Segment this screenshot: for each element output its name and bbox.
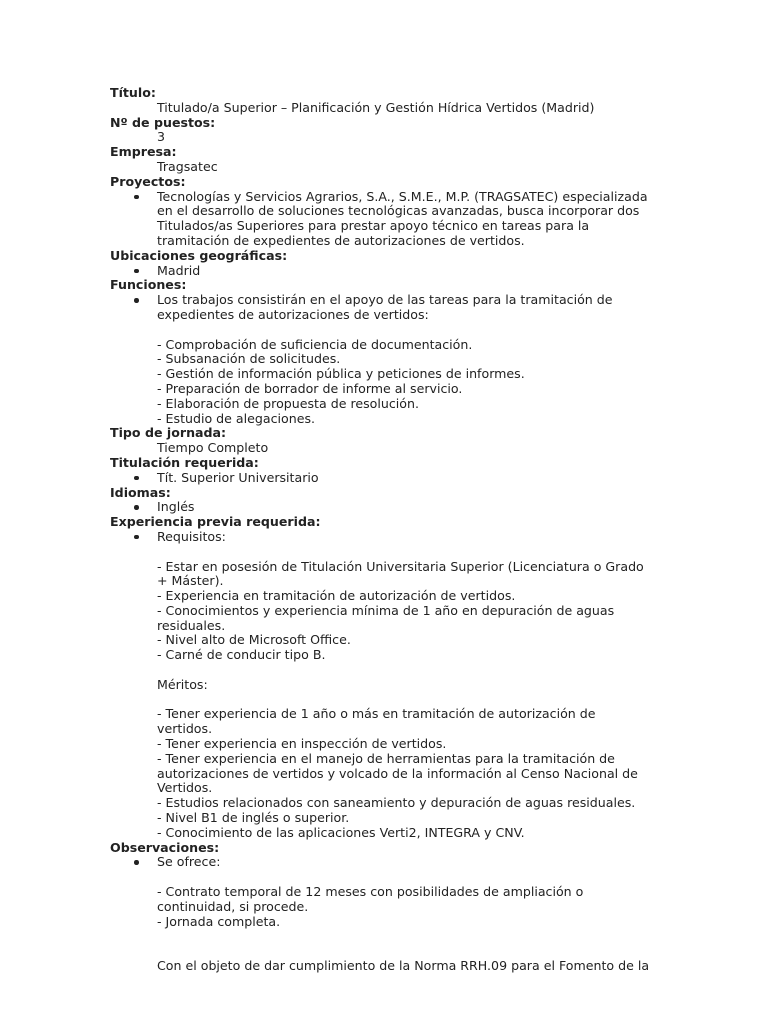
jornada-label: Tipo de jornada: bbox=[110, 425, 227, 441]
titulacion-label: Titulación requerida: bbox=[110, 454, 259, 470]
funciones-task: - Estudio de alegaciones. bbox=[157, 410, 316, 426]
proyectos-label: Proyectos: bbox=[110, 173, 186, 189]
merito-line: - Tener experiencia en el manejo de herramientas para la tramitación de autorizaciones de vertidos y volcado de la información al Censo Nacional de Vertidos. bbox=[157, 750, 638, 796]
titulacion-list bbox=[110, 471, 650, 486]
spacer bbox=[157, 323, 650, 338]
ubicaciones-label: Ubicaciones geográficas: bbox=[110, 247, 288, 263]
requisitos-title: Requisitos: bbox=[157, 528, 226, 544]
merito-line: - Conocimiento de las aplicaciones Verti2, INTEGRA y CNV. bbox=[157, 824, 525, 840]
observaciones-block bbox=[110, 855, 650, 973]
proyectos-item: Tecnologías y Servicios Agrarios, S.A., S.M.E., M.P. (TRAGSATEC) especializada en el desarrollo de soluciones tecnológicas avanzadas, busca incorporar dos Titulados/as Superiores para prestar apoyo técnico en tareas para la tramitación de expedientes de autorizaciones de vertidos. bbox=[157, 190, 650, 249]
experiencia-block bbox=[110, 530, 650, 841]
spacer bbox=[157, 929, 650, 944]
spacer bbox=[157, 693, 650, 708]
idiomas-block bbox=[110, 500, 650, 515]
ubicaciones-item: Madrid bbox=[157, 264, 650, 279]
observaciones-intro: Se ofrece: bbox=[157, 854, 221, 870]
oferta-line: - Jornada completa. bbox=[157, 913, 281, 929]
requisito-line: - Conocimientos y experiencia mínima de 1 año en depuración de aguas residuales. bbox=[157, 602, 615, 633]
idiomas-list bbox=[110, 500, 650, 515]
requisito-line: - Nivel alto de Microsoft Office. bbox=[157, 632, 351, 648]
titulo-label: Título: bbox=[110, 85, 156, 100]
funciones-intro: Los trabajos consistirán en el apoyo de las tareas para la tramitación de expedientes de autorizaciones de vertidos: bbox=[157, 292, 613, 322]
experiencia-list bbox=[110, 530, 650, 841]
job-offer-fields bbox=[110, 86, 650, 974]
meritos-title: Méritos: bbox=[157, 676, 208, 692]
merito-line: - Tener experiencia de 1 año o más en tramitación de autorización de vertidos. bbox=[157, 706, 596, 737]
proyectos-block bbox=[110, 190, 650, 249]
funciones-item bbox=[157, 293, 650, 426]
spacer bbox=[157, 870, 650, 885]
observaciones-list bbox=[110, 855, 650, 973]
requisito-line: - Carné de conducir tipo B. bbox=[157, 647, 326, 663]
puestos-value: 3 bbox=[157, 129, 166, 145]
funciones-list bbox=[110, 293, 650, 426]
proyectos-list bbox=[110, 190, 650, 249]
titulacion-block bbox=[110, 471, 650, 486]
funciones-task: - Elaboración de propuesta de resolución. bbox=[157, 395, 419, 411]
empresa-label: Empresa: bbox=[110, 144, 177, 160]
empresa-value: Tragsatec bbox=[157, 158, 218, 174]
merito-line: - Nivel B1 de inglés o superior. bbox=[157, 810, 350, 826]
oferta-line: - Contrato temporal de 12 meses con posibilidades de ampliación o continuidad, si procede. bbox=[157, 884, 584, 914]
observaciones-closing: Con el objeto de dar cumplimiento de la Norma RRH.09 para el Fomento de la bbox=[157, 958, 650, 974]
funciones-task: - Gestión de información pública y peticiones de informes. bbox=[157, 366, 525, 382]
funciones-task: - Comprobación de suficiencia de documentación. bbox=[157, 336, 473, 352]
ubicaciones-block bbox=[110, 264, 650, 279]
puestos-label: Nº de puestos: bbox=[110, 114, 216, 130]
funciones-task: - Preparación de borrador de informe al servicio. bbox=[157, 380, 463, 396]
observaciones-item bbox=[157, 855, 650, 973]
merito-line: - Estudios relacionados con saneamiento y depuración de aguas residuales. bbox=[157, 795, 636, 811]
requisito-line: - Estar en posesión de Titulación Universitaria Superior (Licenciatura o Grado + Máster). bbox=[157, 558, 644, 589]
ubicaciones-list bbox=[110, 264, 650, 279]
titulo-value: Titulado/a Superior – Planificación y Gestión Hídrica Vertidos (Madrid) bbox=[157, 99, 595, 115]
experiencia-label: Experiencia previa requerida: bbox=[110, 514, 321, 530]
job-offer-document bbox=[110, 86, 650, 974]
merito-line: - Tener experiencia en inspección de vertidos. bbox=[157, 736, 447, 752]
titulacion-item: Tít. Superior Universitario bbox=[157, 471, 650, 486]
spacer bbox=[157, 944, 650, 959]
funciones-task: - Subsanación de solicitudes. bbox=[157, 351, 341, 367]
experiencia-item bbox=[157, 530, 650, 841]
idiomas-item: Inglés bbox=[157, 500, 650, 515]
idiomas-label: Idiomas: bbox=[110, 484, 171, 500]
spacer bbox=[157, 545, 650, 560]
requisito-line: - Experiencia en tramitación de autorización de vertidos. bbox=[157, 588, 516, 604]
spacer bbox=[157, 663, 650, 678]
jornada-value: Tiempo Completo bbox=[157, 440, 269, 456]
funciones-block bbox=[110, 293, 650, 426]
funciones-label: Funciones: bbox=[110, 277, 187, 293]
observaciones-label: Observaciones: bbox=[110, 839, 220, 855]
